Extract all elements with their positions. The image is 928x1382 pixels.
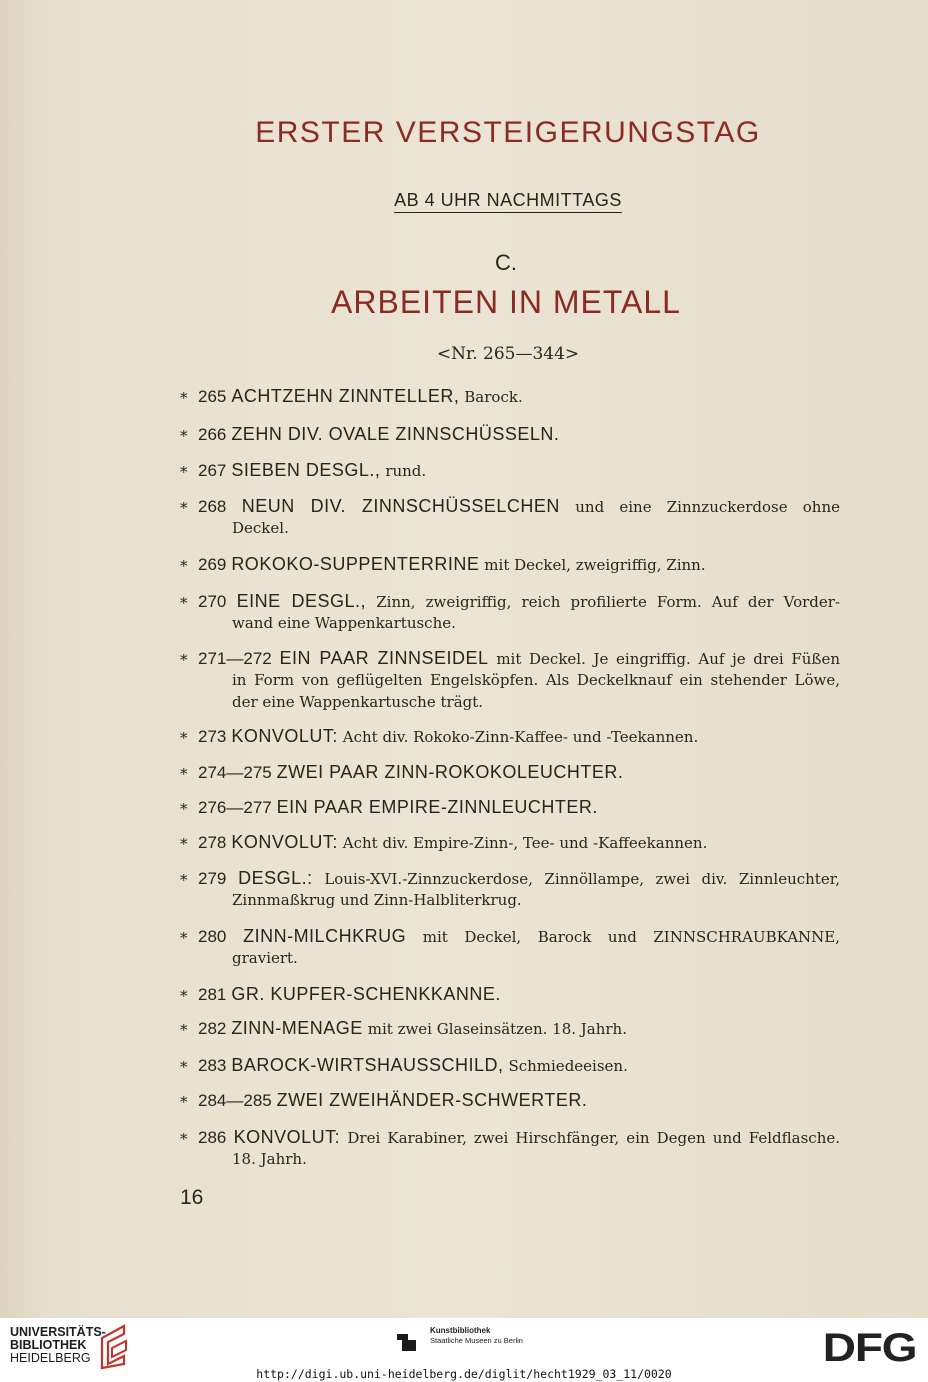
lot-title: KONVOLUT: (233, 1127, 341, 1147)
lot-number: 274—275 (198, 763, 272, 782)
lot-star: * (180, 729, 188, 747)
lot-description-continued: in Form von geflügelten Engelsköpfen. Als Deckelknauf ein stehender Löwe, (232, 671, 840, 689)
lot-title: NEUN DIV. ZINNSCHÜSSELCHEN (241, 496, 560, 516)
lot-description-continued: Deckel. (232, 519, 289, 537)
page-number: 16 (180, 1186, 204, 1209)
lot-first-line (198, 797, 598, 819)
lot-first-line (198, 1018, 627, 1040)
lot-description: Schmiedeeisen. (508, 1057, 628, 1075)
lot-number: 266 (198, 425, 227, 444)
lot-number: 273 (198, 727, 227, 746)
lot-star: * (180, 987, 188, 1005)
lot-star: * (180, 800, 188, 818)
lot-number: 280 (198, 927, 227, 946)
lot-star: * (180, 557, 188, 575)
lot-first-line (198, 984, 501, 1006)
lot-number: 283 (198, 1056, 227, 1075)
lot-first-line (198, 926, 840, 947)
lot-number: 284—285 (198, 1091, 272, 1110)
lot-title: ZEHN DIV. OVALE ZINNSCHÜSSELN. (231, 424, 560, 444)
lot-first-line (198, 496, 840, 517)
number-range: <Nr. 265—344> (436, 344, 580, 364)
lot-description-continued: der eine Wappenkartusche trägt. (232, 693, 484, 711)
lot-first-line (198, 726, 698, 748)
lot-description: mit Deckel, zweigriffig, Zinn. (484, 556, 706, 574)
lot-star: * (180, 427, 188, 445)
lot-star: * (180, 651, 188, 669)
lot-description: und eine Zinnzuckerdose ohne (575, 498, 840, 516)
lot-title: EINE DESGL., (236, 591, 366, 611)
section-letter: C. (495, 250, 517, 275)
lot-first-line (198, 1127, 840, 1148)
lot-description: Acht div. Rokoko-Zinn-Kaffee- und -Teekannen. (342, 728, 699, 746)
lot-title: ZWEI PAAR ZINN-ROKOKOLEUCHTER. (276, 762, 624, 782)
lot-description: mit Deckel, Barock und ZINNSCHRAUBKANNE, (422, 928, 840, 946)
kunstbibliothek-emblem-icon (396, 1326, 422, 1352)
lot-title: ZINN-MENAGE (231, 1018, 363, 1038)
subtitle-text: AB 4 UHR NACHMITTAGS (394, 190, 622, 213)
dfg-logo[interactable]: DFG (822, 1326, 916, 1370)
lot-first-line (198, 648, 840, 669)
lot-first-line (198, 554, 706, 576)
lot-star: * (180, 765, 188, 783)
lot-description: Drei Karabiner, zwei Hirschfänger, ein Degen und Feldflasche. (347, 1129, 840, 1147)
section-title: ARBEITEN IN METALL (331, 284, 681, 320)
lot-star: * (180, 871, 188, 889)
lot-title: KONVOLUT: (231, 726, 338, 746)
lot-title: GR. KUPFER-SCHENKKANNE. (231, 984, 501, 1004)
lot-first-line (198, 460, 426, 482)
lot-first-line (198, 424, 559, 446)
lot-number: 276—277 (198, 798, 272, 817)
lot-description: rund. (385, 462, 427, 480)
lot-star: * (180, 463, 188, 481)
lot-first-line (198, 1090, 587, 1112)
lot-description: Louis-XVI.-Zinnzuckerdose, Zinnöllampe, zwei div. Zinnleuchter, (324, 870, 840, 888)
lot-description-continued: graviert. (232, 949, 298, 967)
lot-title: KONVOLUT: (231, 832, 338, 852)
lot-title: ROKOKO-SUPPENTERRINE (231, 554, 480, 574)
lot-star: * (180, 594, 188, 612)
lot-first-line (198, 386, 523, 408)
lot-star: * (180, 389, 188, 407)
lot-number: 279 (198, 869, 227, 888)
lot-title: SIEBEN DESGL., (231, 460, 381, 480)
lot-first-line (198, 591, 840, 612)
lot-title: BAROCK-WIRTSHAUSSCHILD, (231, 1055, 504, 1075)
lot-number: 268 (198, 497, 227, 516)
lot-star: * (180, 835, 188, 853)
lot-first-line (198, 1055, 628, 1077)
permalink-url[interactable]: http://digi.ub.uni-heidelberg.de/diglit/hecht1929_03_11/0020 (256, 1367, 672, 1381)
lot-title: DESGL.: (238, 868, 313, 888)
lot-description: mit Deckel. Je eingriffig. Auf je drei Füßen (496, 650, 840, 668)
lot-number: 269 (198, 555, 227, 574)
lot-first-line (198, 762, 623, 784)
page-title: ERSTER VERSTEIGERUNGSTAG (255, 116, 761, 149)
lot-title: ZWEI ZWEIHÄNDER-SCHWERTER. (276, 1090, 588, 1110)
lot-star: * (180, 1021, 188, 1039)
lot-description-continued: Zinnmaßkrug und Zinn-Halbliterkrug. (232, 891, 522, 909)
lot-number: 281 (198, 985, 227, 1004)
lot-title: ACHTZEHN ZINNTELLER, (231, 386, 460, 406)
lot-star: * (180, 1130, 188, 1148)
lot-description: Zinn, zweigriffig, reich profilierte Form. Auf der Vorder- (376, 593, 840, 611)
lot-number: 270 (198, 592, 227, 611)
subtitle (0, 190, 928, 211)
ub-emblem-icon (98, 1324, 130, 1370)
lot-number: 265 (198, 387, 227, 406)
lot-star: * (180, 499, 188, 517)
lot-description-continued: 18. Jahrh. (232, 1150, 307, 1168)
lot-title: EIN PAAR ZINNSEIDEL (279, 648, 489, 668)
lot-number: 267 (198, 461, 227, 480)
lot-description: Acht div. Empire-Zinn-, Tee- und -Kaffeekannen. (342, 834, 708, 852)
kunstbibliothek-text: Kunstbibliothek Staatliche Museen zu Berlin (430, 1326, 523, 1345)
lot-first-line (198, 832, 707, 854)
footer-bar (0, 1318, 928, 1382)
lot-number: 271—272 (198, 649, 272, 668)
lot-title: EIN PAAR EMPIRE-ZINNLEUCHTER. (276, 797, 598, 817)
lot-title: ZINN-MILCHKRUG (243, 926, 407, 946)
lot-star: * (180, 929, 188, 947)
lot-description: mit zwei Glaseinsätzen. 18. Jahrh. (367, 1020, 627, 1038)
lot-description: Barock. (464, 388, 523, 406)
lot-first-line (198, 868, 840, 889)
lot-number: 286 (198, 1128, 227, 1147)
lot-description-continued: wand eine Wappenkartusche. (232, 614, 456, 632)
lot-number: 278 (198, 833, 227, 852)
lot-star: * (180, 1093, 188, 1111)
lot-star: * (180, 1058, 188, 1076)
lot-number: 282 (198, 1019, 227, 1038)
ub-logo-text: UNIVERSITÄTS- BIBLIOTHEK HEIDELBERG (10, 1325, 106, 1365)
